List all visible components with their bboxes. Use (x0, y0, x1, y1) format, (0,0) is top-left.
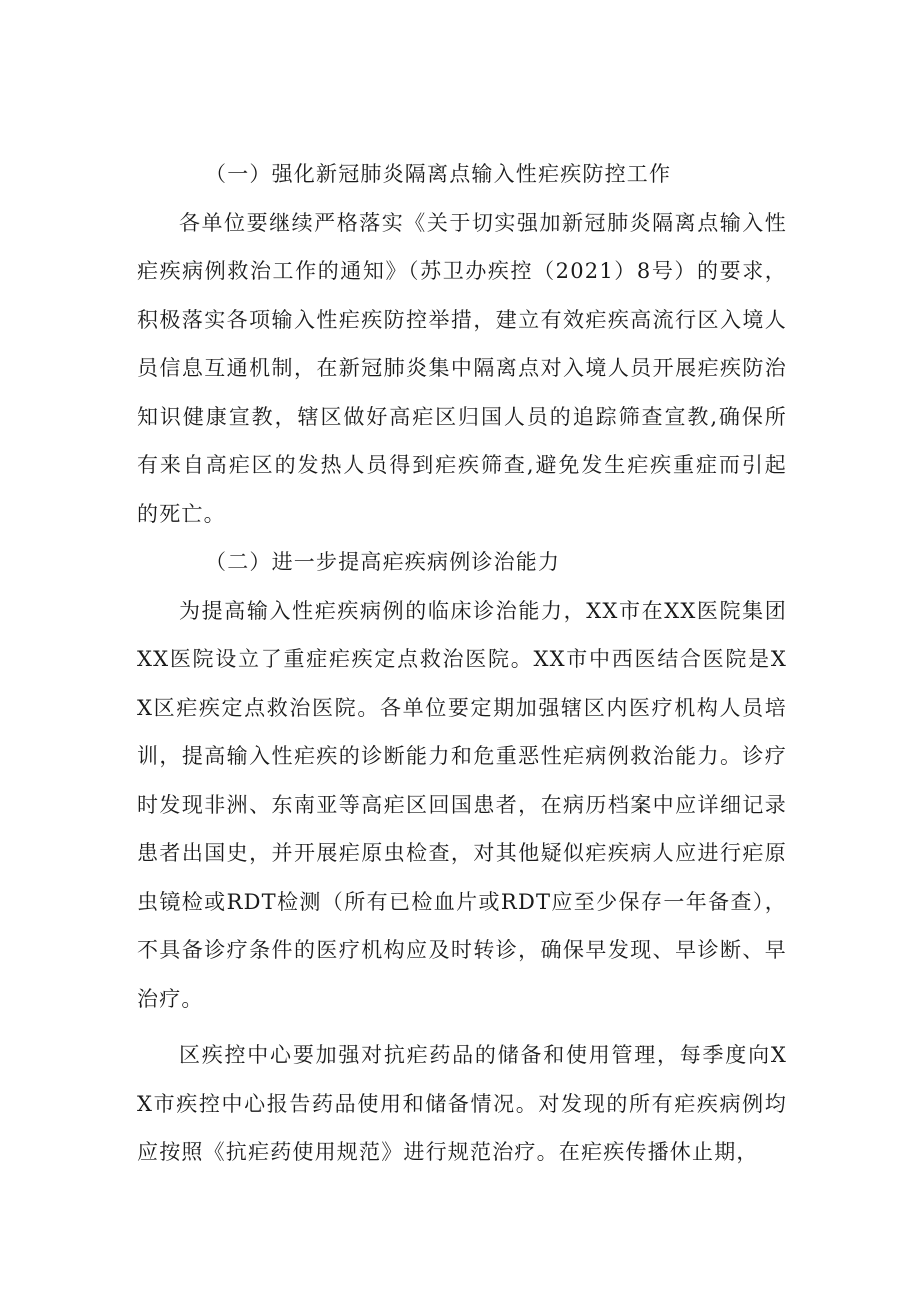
paragraph-3: 区疾控中心要加强对抗疟药品的储备和使用管理，每季度向XX市疾控中心报告药品使用和储备情况。对发现的所有疟疾病例均应按照《抗疟药使用规范》进行规范治疗。在疟疾传播休止期， (137, 1043, 787, 1164)
section-heading-2: （二）进一步提高疟疾病例诊治能力 (205, 550, 561, 574)
paragraph-2: 为提高输入性疟疾病例的临床诊治能力，XX市在XX医院集团XX医院设立了重症疟疾定点救治医院。XX市中西医结合医院是XX区疟疾定点救治医院。各单位要定期加强辖区内医疗机构人员培训，提高输入性疟疾的诊断能力和危重恶性疟病例救治能力。诊疗时发现非洲、东南亚等高疟区回国患者，在病历档案中应详细记录患者出国史，并开展疟原虫检查，对其他疑似疟疾病人应进行疟原虫镜检或RDT检测（所有已检血片或RDT应至少保存一年备查），不具备诊疗条件的医疗机构应及时转诊，确保早发现、早诊断、早治疗。 (137, 598, 787, 1011)
paragraph-1: 各单位要继续严格落实《关于切实强加新冠肺炎隔离点输入性疟疾病例救治工作的通知》（苏卫办疾控（2021）8号）的要求，积极落实各项输入性疟疾防控举措，建立有效疟疾高流行区入境人员信息互通机制，在新冠肺炎集中隔离点对入境人员开展疟疾防治知识健康宣教，辖区做好高疟区归国人员的追踪筛查宣教,确保所有来自高疟区的发热人员得到疟疾筛查,避免发生疟疾重症而引起的死亡。 (137, 210, 787, 526)
section-heading-1: （一）强化新冠肺炎隔离点输入性疟疾防控工作 (205, 162, 672, 186)
document-body (137, 150, 787, 1177)
paragraph-gap (137, 1023, 787, 1031)
